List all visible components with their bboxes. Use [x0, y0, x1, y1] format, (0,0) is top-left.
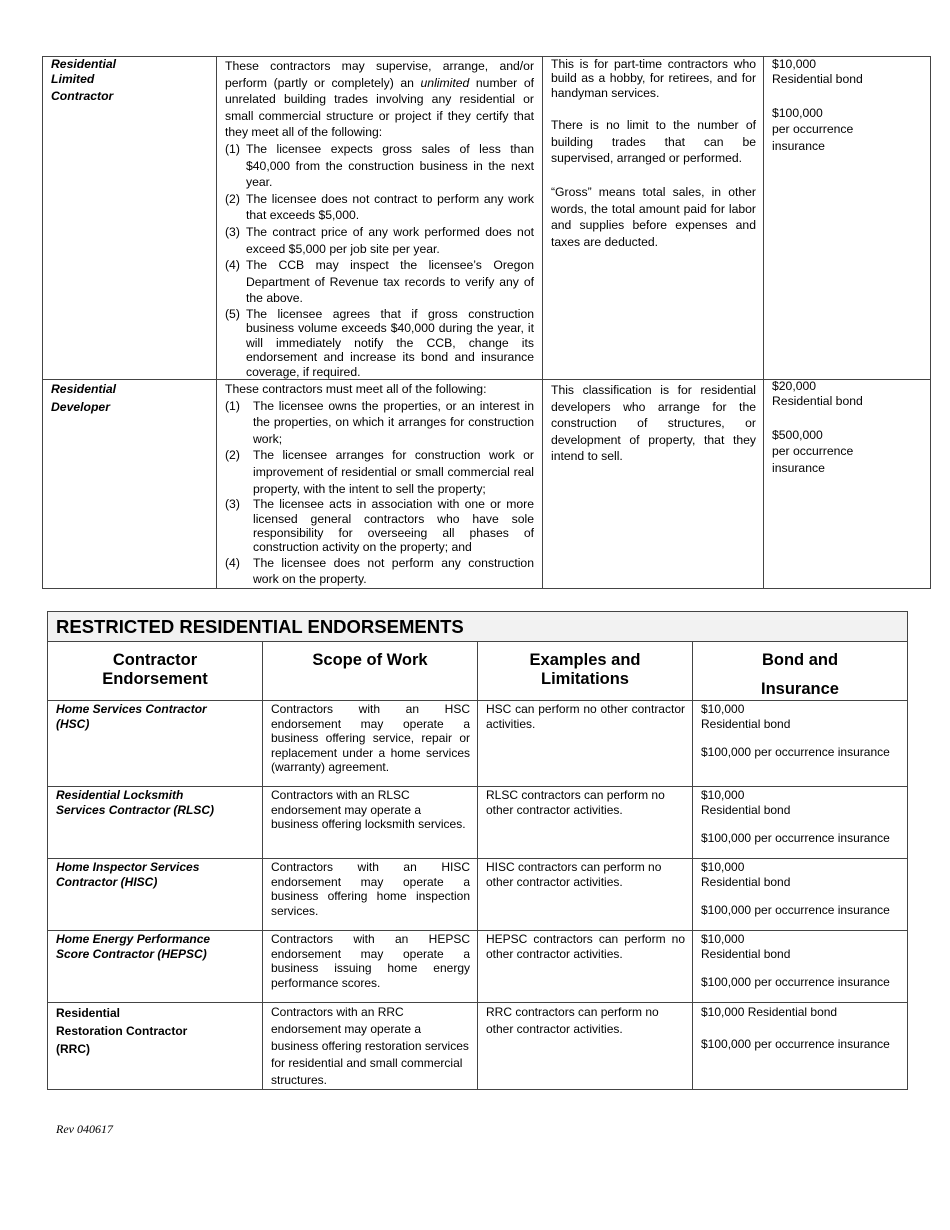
- table-row: [48, 787, 908, 859]
- table-title-row: [48, 612, 908, 642]
- table-row: [48, 701, 908, 787]
- classification-line: Residential: [51, 57, 117, 71]
- bond-amount: $10,000: [701, 788, 745, 802]
- list-item: [225, 257, 534, 307]
- insurance-text: $100,000 per occurrence insurance: [701, 975, 890, 989]
- examples-cell: RLSC contractors can perform no other contractor activities.: [478, 787, 693, 859]
- column-header-endorsement: [48, 642, 263, 701]
- bond-insurance-cell: [693, 1003, 908, 1090]
- scope-cell: [217, 57, 543, 380]
- header-line: Insurance: [761, 680, 839, 698]
- table-row: [48, 1003, 908, 1090]
- examples-cell: RRC contractors can perform no other contractor activities.: [478, 1003, 693, 1090]
- endorsement-name-line: Restoration Contractor: [56, 1024, 188, 1038]
- header-line: Bond and: [761, 651, 839, 669]
- item-text: The licensee expects gross sales of less than $40,000 from the construction business in the next year.: [246, 141, 534, 190]
- examples-cell: [543, 57, 764, 380]
- bond-type: Residential bond: [701, 874, 791, 889]
- classification-line: Limited: [51, 72, 95, 86]
- section-title: RESTRICTED RESIDENTIAL ENDORSEMENTS: [48, 612, 908, 642]
- item-number: (4): [225, 555, 240, 570]
- endorsement-name-cell: [48, 701, 263, 787]
- item-number: (3): [225, 497, 240, 512]
- bond-type: Residential bond: [701, 946, 791, 961]
- item-text: The licensee does not contract to perform any work that exceeds $5,000.: [246, 191, 534, 223]
- bond-amount: $10,000: [701, 932, 745, 946]
- list-item: [225, 224, 534, 257]
- scope-intro: [225, 57, 534, 141]
- examples-cell: HEPSC contractors can perform no other contractor activities.: [478, 931, 693, 1003]
- insurance-amount: $100,000: [772, 105, 823, 120]
- bond-insurance-cell: [764, 57, 931, 380]
- insurance-type: per occurrence: [772, 444, 854, 459]
- endorsement-name-line: Home Inspector Services: [56, 860, 200, 874]
- bond-insurance-cell: [693, 701, 908, 787]
- endorsement-name-line: Home Energy Performance: [56, 932, 211, 946]
- examples-cell: HSC can perform no other contractor activities.: [478, 701, 693, 787]
- classification-line: Developer: [51, 399, 110, 414]
- list-item: [225, 497, 534, 555]
- bond-amount: $10,000: [772, 57, 817, 71]
- endorsement-name-line: Residential Locksmith: [56, 788, 184, 802]
- column-header-bond: [693, 642, 908, 701]
- list-item: [225, 447, 534, 497]
- header-line: Contractor: [112, 651, 198, 669]
- bond-type: Residential bond: [701, 716, 791, 731]
- examples-paragraph: “Gross” means total sales, in other words, the total amount paid for labor and supplies before expenses and taxes are deducted.: [551, 185, 756, 249]
- scope-intro-text: These contractors may supervise, arrange, and/or perform (partly or completely) an: [225, 59, 534, 90]
- scope-cell: Contractors with an HSC endorsement may operate a business offering service, repair or replacement under a home services (warranty) agreement.: [263, 701, 478, 787]
- header-line: Limitations: [540, 670, 629, 688]
- endorsement-name-cell: [48, 787, 263, 859]
- table-row: [48, 931, 908, 1003]
- column-header-examples: [478, 642, 693, 701]
- examples-cell: HISC contractors can perform no other contractor activities.: [478, 859, 693, 931]
- endorsement-name-line: (RRC): [56, 1042, 90, 1056]
- scope-cell: Contractors with an HISC endorsement may operate a business offering home inspection services.: [263, 859, 478, 931]
- table-row: [43, 57, 931, 380]
- bond-amount: $20,000: [772, 378, 817, 393]
- endorsement-name-line: Residential: [56, 1006, 121, 1020]
- list-item: [225, 141, 534, 191]
- bond-insurance-cell: [693, 787, 908, 859]
- item-number: (4): [225, 258, 240, 273]
- insurance-type: insurance: [772, 460, 825, 475]
- item-number: (1): [225, 141, 240, 156]
- bond-type: Residential bond: [772, 72, 863, 86]
- scope-cell: Contractors with an HEPSC endorsement may operate a business issuing home energy performance scores.: [263, 931, 478, 1003]
- bond-amount: $10,000 Residential bond: [701, 1005, 838, 1019]
- insurance-text: $100,000 per occurrence insurance: [701, 745, 890, 759]
- endorsement-name-line: Services Contractor (RLSC): [56, 802, 215, 817]
- insurance-type: insurance: [772, 138, 825, 153]
- item-text: The licensee arranges for construction work or improvement of residential or small commercial real property, with the intent to sell the property;: [253, 448, 534, 496]
- item-text: The licensee agrees that if gross construction business volume exceeds $40,000 during the year, it will immediately notify the CCB, change its endorsement and increase its bond and insurance coverage, if required.: [246, 306, 534, 379]
- bond-type: Residential bond: [701, 802, 791, 817]
- endorsement-name-line: Score Contractor (HEPSC): [56, 946, 207, 961]
- insurance-type: per occurrence: [772, 122, 854, 137]
- list-item: [225, 191, 534, 224]
- item-text: The licensee acts in association with one or more licensed general contractors who have sole responsibility for overseeing all phases of construction activity on the property; and: [253, 497, 534, 555]
- insurance-text: $100,000 per occurrence insurance: [701, 831, 890, 845]
- item-number: (2): [225, 448, 240, 463]
- bond-insurance-cell: [764, 379, 931, 588]
- item-text: The CCB may inspect the licensee’s Oregon Department of Revenue tax records to verify any of the above.: [246, 258, 534, 306]
- bond-insurance-cell: [693, 931, 908, 1003]
- item-text: The contract price of any work performed does not exceed $5,000 per job site per year.: [246, 224, 534, 256]
- endorsement-name-line: Contractor (HISC): [56, 874, 158, 889]
- examples-paragraph: There is no limit to the number of building trades that can be supervised, arranged or performed.: [551, 118, 756, 166]
- table-header-row: [48, 642, 908, 701]
- header-line: Endorsement: [102, 670, 208, 688]
- header-line: Examples and: [529, 651, 641, 669]
- column-header-scope: Scope of Work: [263, 642, 478, 701]
- scope-cell: Contractors with an RRC endorsement may operate a business offering restoration services for residential and small commercial structures.: [263, 1003, 478, 1090]
- endorsement-name-cell: [48, 1003, 263, 1090]
- scope-intro-emphasis: unlimited: [420, 75, 470, 90]
- classification-line: Residential: [51, 381, 117, 396]
- residential-classification-table: [42, 56, 931, 589]
- revision-label: Rev 040617: [56, 1122, 113, 1136]
- scope-cell: [217, 379, 543, 588]
- classification-cell: [43, 379, 217, 588]
- scope-cell: Contractors with an RLSC endorsement may operate a business offering locksmith services.: [263, 787, 478, 859]
- list-item: [225, 398, 534, 448]
- insurance-amount: $500,000: [772, 427, 823, 442]
- restricted-endorsements-table: [47, 611, 908, 1090]
- item-number: (3): [225, 224, 240, 239]
- examples-paragraph: This classification is for residential developers who arrange for the construction of structures, or development of property, that they intend to sell.: [551, 382, 756, 464]
- classification-cell: [43, 57, 217, 380]
- conditions-list: [225, 398, 534, 588]
- examples-paragraph: This is for part-time contractors who build as a hobby, for retirees, and for handyman services.: [551, 57, 756, 100]
- scope-intro: These contractors must meet all of the following:: [225, 381, 487, 396]
- item-number: (5): [225, 306, 240, 321]
- scope-intro-text: number of unrelated building trades involving any residential or small commercial structure or project if they certify that they meet all of the following:: [225, 75, 534, 140]
- examples-cell: [543, 379, 764, 588]
- item-number: (2): [225, 191, 240, 206]
- item-number: (1): [225, 398, 240, 413]
- list-item: [225, 307, 534, 379]
- item-text: The licensee owns the properties, or an interest in the properties, on which it arranges for construction work;: [253, 398, 534, 446]
- endorsement-name-line: Home Services Contractor: [56, 702, 207, 716]
- endorsement-name-cell: [48, 931, 263, 1003]
- bond-amount: $10,000: [701, 860, 745, 874]
- list-item: [225, 555, 534, 588]
- bond-insurance-cell: [693, 859, 908, 931]
- table-row: [43, 379, 931, 588]
- bond-amount: $10,000: [701, 702, 745, 716]
- insurance-text: $100,000 per occurrence insurance: [701, 903, 890, 917]
- classification-line: Contractor: [51, 89, 114, 103]
- insurance-text: $100,000 per occurrence insurance: [701, 1037, 890, 1051]
- conditions-list: [225, 141, 534, 379]
- bond-type: Residential bond: [772, 393, 863, 408]
- item-text: The licensee does not perform any construction work on the property.: [253, 555, 534, 587]
- endorsement-name-cell: [48, 859, 263, 931]
- table-row: [48, 859, 908, 931]
- endorsement-name-line: (HSC): [56, 716, 90, 731]
